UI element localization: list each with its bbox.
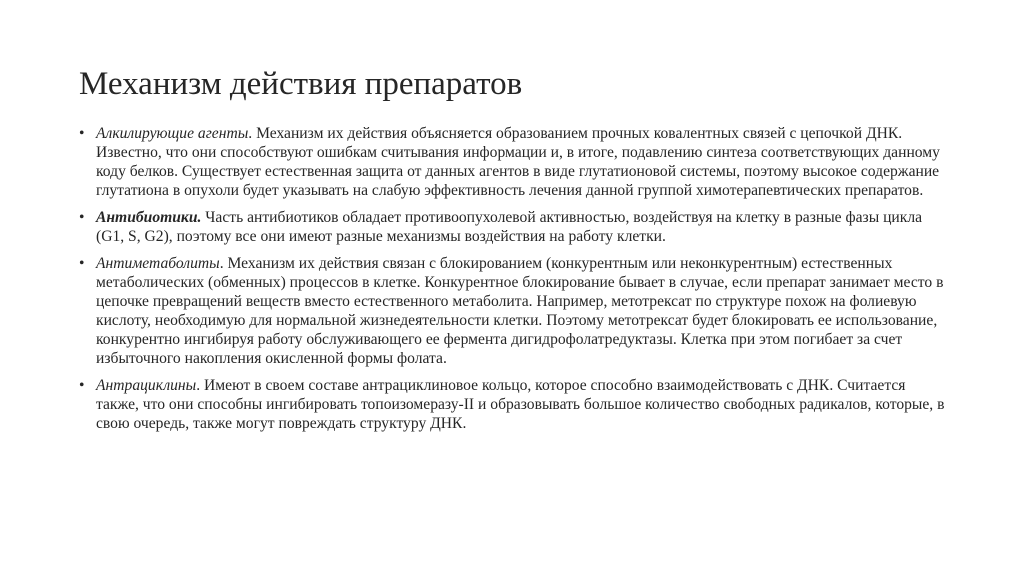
item-text: . Механизм их действия объясняется образованием прочных ковалентных связей с цепочкой ДНК. Известно, что они способствуют ошибкам считывания информации и, в итоге, подавлению синтеза соответствующих данному коду белков. Существует естественная защита от данных агентов в виде глутатионовой системы, поэтому высокое содержание глутатиона в опухоли будет указывать на слабую эффективность лечения данной группой химотерапевтических препаратов. <box>96 125 940 199</box>
term-antimetabolites: Антиметаболиты <box>96 255 220 272</box>
item-text: . Имеют в своем составе антрациклиновое кольцо, которое способно взаимодействовать с ДНК. Считается также, что они способны ингибировать топоизомеразу-II и образовывать большое количество свободных радикалов, которые, в свою очередь, также могут повреждать структуру ДНК. <box>96 377 945 432</box>
term-anthracyclines: Антрациклины <box>96 377 197 394</box>
term-antibiotics: Антибиотики. <box>96 209 202 226</box>
list-item-antibiotics <box>79 208 949 246</box>
bullet-icon: • <box>79 255 85 272</box>
list-item-alkylating-agents <box>79 124 949 200</box>
bullet-list <box>79 124 949 441</box>
bullet-icon: • <box>79 125 85 142</box>
bullet-icon: • <box>79 209 85 226</box>
item-text: Часть антибиотиков обладает противоопухолевой активностью, воздействуя на клетку в разные фазы цикла (G1, S, G2), поэтому все они имеют разные механизмы воздействия на работу клетки. <box>96 209 923 245</box>
list-item-anthracyclines <box>79 376 949 433</box>
bullet-icon: • <box>79 377 85 394</box>
term-alkylating-agents: Алкилирующие агенты <box>96 125 249 142</box>
slide-title: Механизм действия препаратов <box>79 66 523 102</box>
item-text: . Механизм их действия связан с блокированием (конкурентным или неконкурентным) естественных метаболических (обменных) процессов в клетке. Конкурентное блокирование бывает в случае, если препарат занимает место в цепочке превращений веществ вместо естественного метаболита. Например, метотрексат по структуре похож на фолиевую кислоту, необходимую для нормальной жизнедеятельности клетки. Поэтому метотрексат будет блокировать ее использование, конкурентно ингибируя работу обслуживающего ее фермента дигидрофолатредуктазы. Клетка при этом погибает за счет избыточного накопления окисленной формы фолата. <box>96 255 944 367</box>
list-item-antimetabolites <box>79 254 949 368</box>
